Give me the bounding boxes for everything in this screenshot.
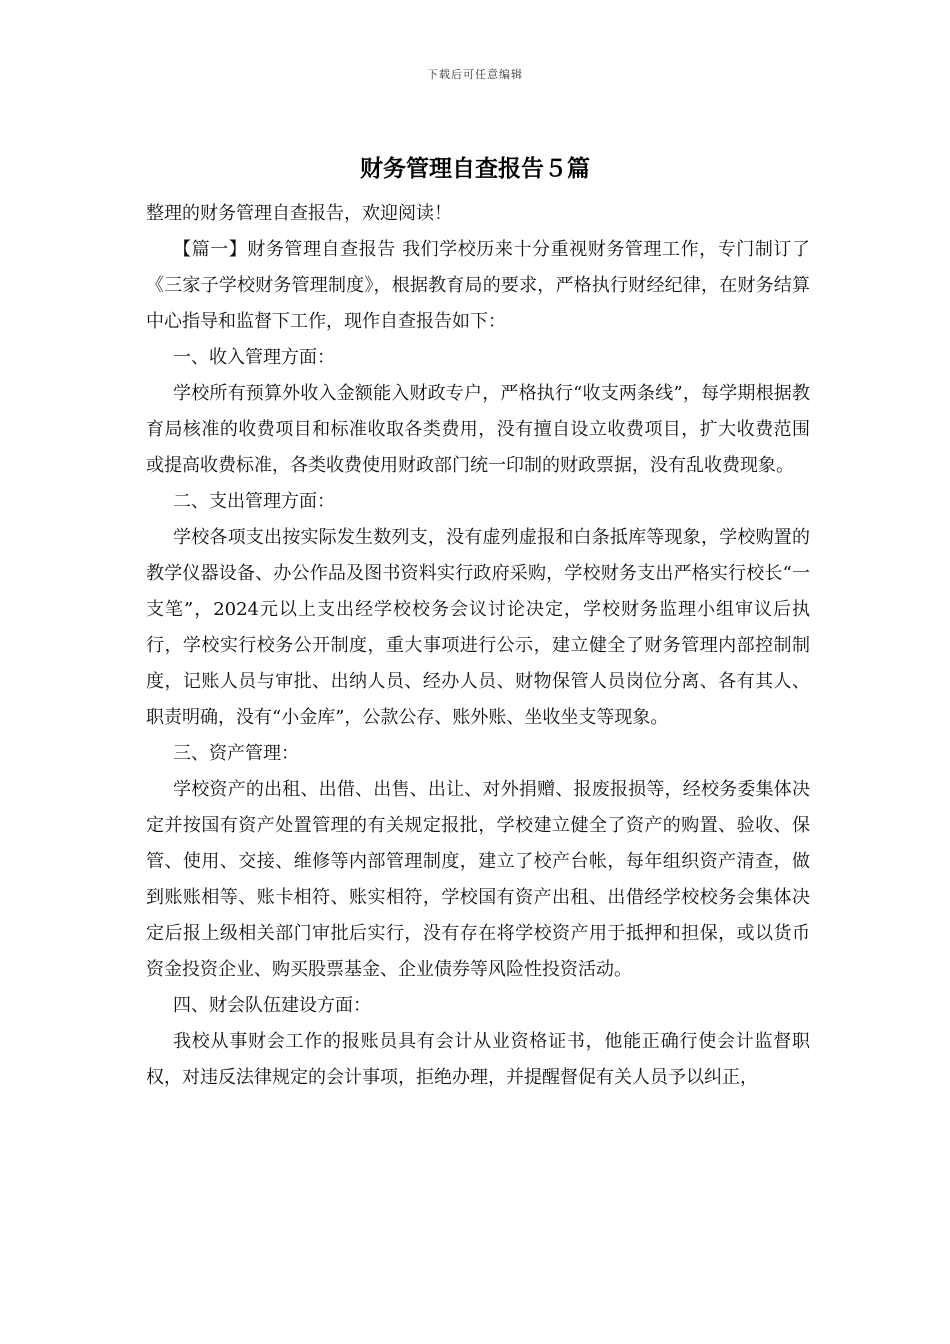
document-title: 财务管理自查报告５篇: [360, 156, 590, 182]
document-body: [146, 196, 810, 1096]
heading-asset-management: 三、资产管理：: [173, 743, 299, 764]
asset-management-paragraph: 学校资产的出租、出借、出售、出让、对外捐赠、报废报损等，经校务委集体决定并按国有资产处置管理的有关规定报批，学校建立健全了资产的购置、验收、保管、使用、交接、维修等内部管理制度，建立了校产台帐，每年组织资产清查，做到账账相等、账卡相符、账实相符，学校国有资产出租、出借经学校校务会集体决定后报上级相关部门审批后实行，没有存在将学校资产用于抵押和担保，或以货币资金投资企业、购买股票基金、企业债券等风险性投资活动。: [146, 779, 810, 980]
heading-expense-management: 二、支出管理方面：: [173, 491, 335, 512]
heading-income-management: 一、收入管理方面：: [173, 347, 335, 368]
heading-accounting-team: 四、财会队伍建设方面：: [173, 995, 371, 1016]
accounting-team-paragraph: 我校从事财会工作的报账员具有会计从业资格证书，他能正确行使会计监督职权，对违反法律规定的会计事项，拒绝办理，并提醒督促有关人员予以纠正，: [146, 1031, 810, 1088]
expense-management-paragraph: 学校各项支出按实际发生数列支，没有虚列虚报和白条抵库等现象，学校购置的教学仪器设备、办公作品及图书资料实行政府采购，学校财务支出严格实行校长“一支笔”，2024元以上支出经学校校务会议讨论决定，学校财务监理小组审议后执行，学校实行校务公开制度，重大事项进行公示，建立健全了财务管理内部控制制度，记账人员与审批、出纳人员、经办人员、财物保管人员岗位分离、各有其人、职责明确，没有“小金库”，公款公存、账外账、坐收坐支等现象。: [146, 527, 810, 728]
page-header-note: 下载后可任意编辑: [427, 68, 523, 81]
section-one-intro-paragraph: 【篇一】财务管理自查报告 我们学校历来十分重视财务管理工作，专门制订了《三家子学校财务管理制度》，根据教育局的要求，严格执行财经纪律，在财务结算中心指导和监督下工作，现作自查报告如下：: [146, 239, 810, 332]
intro-paragraph: 整理的财务管理自查报告，欢迎阅读！: [146, 203, 452, 224]
income-management-paragraph: 学校所有预算外收入金额能入财政专户，严格执行“收支两条线”，每学期根据教育局核准的收费项目和标准收取各类费用，没有擅自设立收费项目，扩大收费范围或提高收费标准，各类收费使用财政部门统一印制的财政票据，没有乱收费现象。: [146, 383, 810, 476]
